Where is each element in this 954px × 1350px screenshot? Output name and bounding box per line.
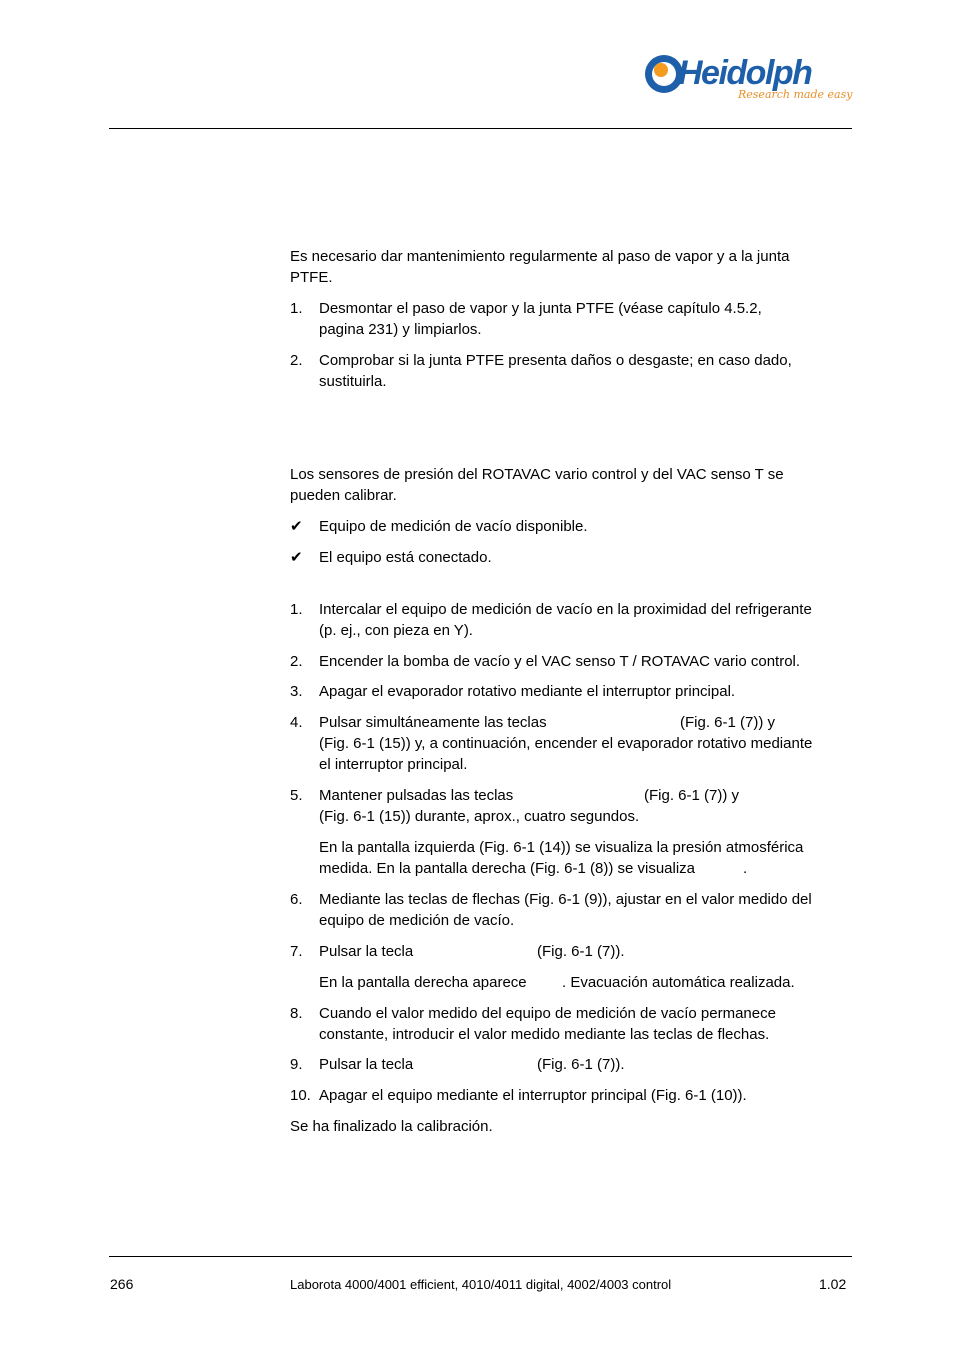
step-text: Pulsar la tecla — [319, 1056, 414, 1073]
step-text: equipo de medición de vacío. — [319, 912, 515, 929]
step-note: . — [743, 860, 748, 877]
step-text: (Fig. 6-1 (15)) durante, aprox., cuatro segundos. — [319, 808, 640, 825]
checkmark-icon: ✔ — [290, 548, 303, 566]
maintenance-step-text: Desmontar el paso de vapor y la junta PTFE (véase capítulo 4.5.2, — [319, 300, 762, 317]
step-number: 5. — [290, 787, 303, 804]
maintenance-step-text: Comprobar si la junta PTFE presenta daños o desgaste; en caso dado, — [319, 352, 792, 369]
step-text: Encender la bomba de vacío y el VAC senso T / ROTAVAC vario control. — [319, 653, 801, 670]
step-text: Mediante las teclas de flechas (Fig. 6-1 (9)), ajustar en el valor medido del — [319, 891, 812, 908]
step-text: el interruptor principal. — [319, 756, 468, 773]
step-note: . Evacuación automática realizada. — [562, 974, 795, 991]
step-text: (p. ej., con pieza en Y). — [319, 622, 473, 639]
maintenance-intro-line-2: PTFE. — [290, 269, 333, 286]
calibration-closing: Se ha finalizado la calibración. — [290, 1118, 493, 1135]
step-number: 2. — [290, 653, 303, 670]
footer-title: Laborota 4000/4001 efficient, 4010/4011 digital, 4002/4003 control — [290, 1277, 672, 1292]
page-number: 266 — [110, 1276, 134, 1292]
step-text: (Fig. 6-1 (7)). — [537, 1056, 625, 1073]
maintenance-intro-line-1: Es necesario dar mantenimiento regularmente al paso de vapor y a la junta — [290, 248, 790, 265]
step-text: Apagar el evaporador rotativo mediante el interruptor principal. — [319, 683, 736, 700]
step-text: (Fig. 6-1 (15)) y, a continuación, encender el evaporador rotativo mediante — [319, 735, 813, 752]
step-number: 10. — [290, 1087, 311, 1104]
step-number: 4. — [290, 714, 303, 731]
step-text: Mantener pulsadas las teclas — [319, 787, 514, 804]
logo-brand-text: Heidolph — [678, 54, 812, 92]
header-rule — [109, 128, 852, 129]
calibration-intro-line-1: Los sensores de presión del ROTAVAC vario control y del VAC senso T se — [290, 466, 784, 483]
footer-version: 1.02 — [819, 1276, 847, 1292]
prerequisite-item: Equipo de medición de vacío disponible. — [319, 518, 588, 535]
step-text: constante, introducir el valor medido mediante las teclas de flechas. — [319, 1026, 770, 1043]
footer-rule — [109, 1256, 852, 1257]
step-note: medida. En la pantalla derecha (Fig. 6-1 (8)) se visualiza — [319, 860, 696, 877]
step-number: 1. — [290, 601, 303, 618]
step-text: (Fig. 6-1 (7)) y — [644, 787, 740, 804]
checkmark-icon: ✔ — [290, 517, 303, 535]
step-number: 7. — [290, 943, 303, 960]
step-text: Apagar el equipo mediante el interruptor principal (Fig. 6-1 (10)). — [319, 1087, 747, 1104]
step-note: En la pantalla derecha aparece — [319, 974, 527, 991]
maintenance-step-number: 1. — [290, 300, 303, 317]
heidolph-logo — [640, 48, 860, 114]
calibration-intro-line-2: pueden calibrar. — [290, 487, 397, 504]
logo-tagline: Research made easy — [738, 88, 853, 101]
step-text: Intercalar el equipo de medición de vacío en la proximidad del refrigerante — [319, 601, 812, 618]
step-number: 8. — [290, 1005, 303, 1022]
step-text: (Fig. 6-1 (7)). — [537, 943, 625, 960]
step-number: 6. — [290, 891, 303, 908]
step-text: (Fig. 6-1 (7)) y — [680, 714, 776, 731]
step-text: Cuando el valor medido del equipo de medición de vacío permanece — [319, 1005, 776, 1022]
maintenance-step-text: sustituirla. — [319, 373, 387, 390]
step-text: Pulsar la tecla — [319, 943, 414, 960]
maintenance-step-text: pagina 231) y limpiarlos. — [319, 321, 482, 338]
maintenance-step-number: 2. — [290, 352, 303, 369]
step-number: 9. — [290, 1056, 303, 1073]
step-number: 3. — [290, 683, 303, 700]
prerequisite-item: El equipo está conectado. — [319, 549, 492, 566]
step-text: Pulsar simultáneamente las teclas — [319, 714, 547, 731]
step-note: En la pantalla izquierda (Fig. 6-1 (14)) se visualiza la presión atmosférica — [319, 839, 804, 856]
